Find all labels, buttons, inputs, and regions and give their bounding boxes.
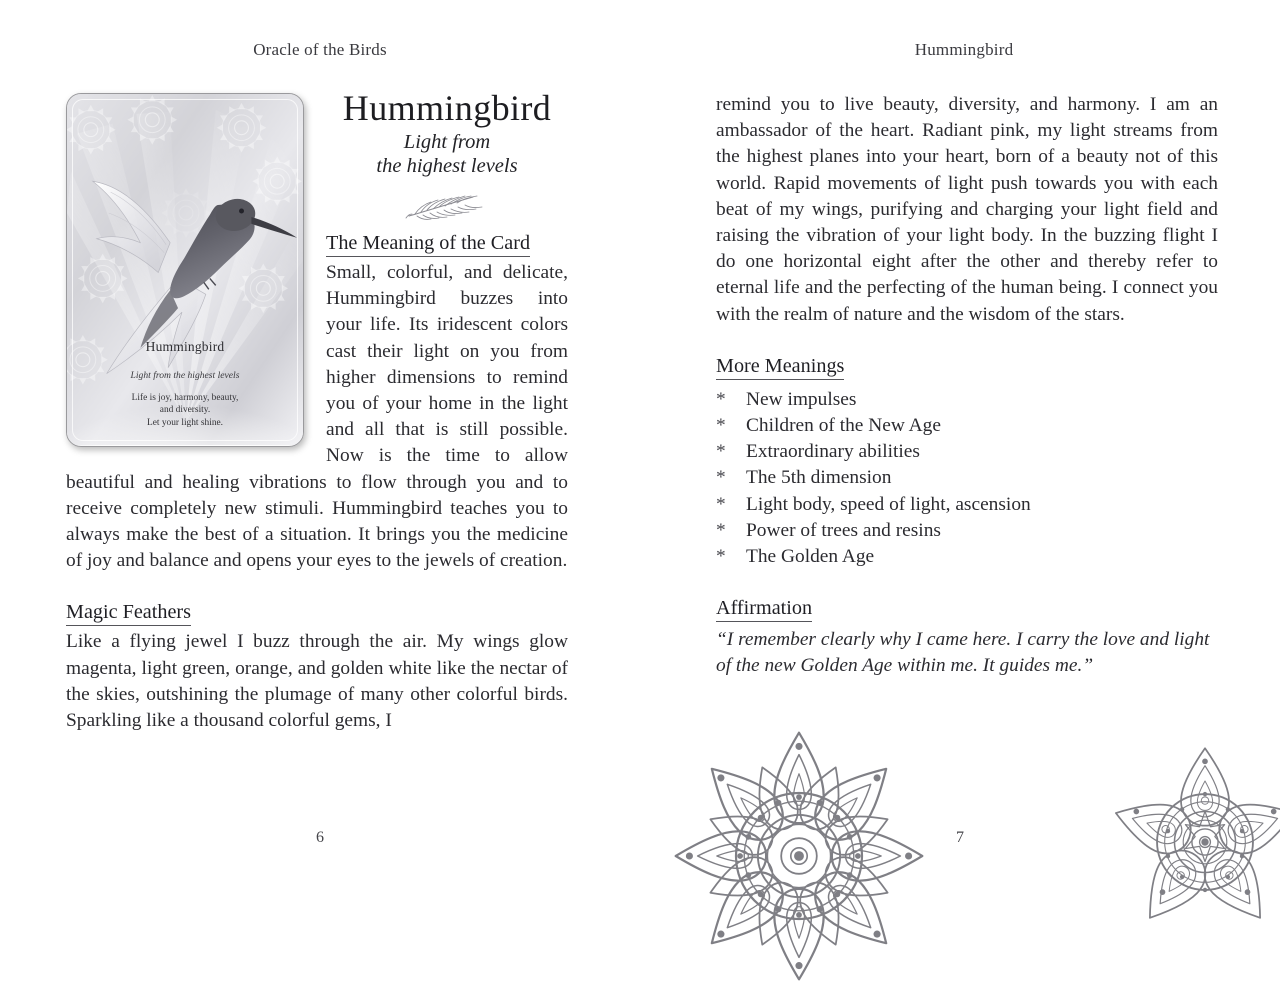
meaning-body-text: Small, colorful, and delicate, Hummingbird buzzes into your life. Its iridescent colors cast their light on you from higher dimensions to remind you of your home in the light and all that is still possible. Now is the time to allow beautiful and healing vibrations to flow through you and to receive completely new stimuli. Hummingbird teaches you to always make the best of a situation. It brings you the medicine of joy and balance and opens your eyes to the jewels of creation. [66,262,568,572]
card-subtitle: Light from the highest levels [130,369,240,381]
section-heading-meaning-of-the-card: The Meaning of the Card [326,231,530,257]
list-item-label: Children of the New Age [746,415,941,437]
chapter-subtitle-line-2: the highest levels [376,155,518,177]
list-item-label: The Golden Age [746,546,875,568]
bullet-asterisk-icon: * [716,441,726,463]
right-page [640,0,1280,889]
bullet-asterisk-icon: * [716,546,726,568]
card-line-3: Let your light shine. [146,417,224,428]
right-page-text-column [716,92,1218,680]
list-item [716,492,1218,518]
more-meanings-section [716,354,1218,383]
section-heading-magic-feathers: Magic Feathers [66,600,191,626]
card-title: Hummingbird [145,339,225,355]
bullet-asterisk-icon: * [716,388,726,410]
list-item-label: Light body, speed of light, ascension [746,493,1031,515]
card-caption [67,334,303,429]
list-item [716,465,1218,491]
bullet-asterisk-icon: * [716,467,726,489]
continuation-body-text: remind you to live beauty, diversity, and harmony. I am an ambassador of the heart. Radiant pink, my light streams from the highest planes into your heart, born of a beauty not of this world. Rapid movements of light push towards you with each beat of my wings, purifying and charging your light field and raising the vibration of your light body. In the buzzing flight I do one horizontal eight after the other and thereby refer to eternal life and the perfecting of the human being. I connect you with the realm of nature and the wisdom of the stars. [716,94,1218,325]
page-number-left: 6 [316,829,324,846]
list-item-label: Power of trees and resins [746,519,941,541]
mandala-ornament-center [662,719,936,993]
list-item-label: New impulses [746,388,857,410]
running-head-right: Hummingbird [914,40,1014,59]
card-line-1: Life is joy, harmony, beauty, [131,392,239,403]
section-heading-affirmation: Affirmation [716,596,812,622]
bullet-asterisk-icon: * [716,493,726,515]
list-item [716,439,1218,465]
left-page-text-column [66,88,568,734]
bullet-asterisk-icon: * [716,519,726,541]
list-item-label: The 5th dimension [746,467,892,489]
magic-feathers-body-text: Like a flying jewel I buzz through the air. My wings glow magenta, light green, orange, and golden white like the nectar of the skies, outshining the plumage of many other colorful birds. Sparkling like a thousand colorful gems, I [66,631,568,732]
list-item [716,387,1218,413]
list-item [716,544,1218,570]
oracle-card-figure [66,93,304,447]
mandala-icon [662,719,936,993]
list-item [716,518,1218,544]
chapter-title: Hummingbird [342,88,552,128]
list-item [716,413,1218,439]
left-page [0,0,640,889]
magic-feathers-section [66,600,568,629]
oracle-card [66,93,304,447]
affirmation-body-text: “I remember clearly why I came here. I carry the love and light of the new Golden Age within me. It guides me.” [716,629,1210,677]
section-heading-more-meanings: More Meanings [716,354,844,380]
running-head-left: Oracle of the Birds [253,40,387,59]
feather-icon [401,192,493,222]
page-number-right: 7 [956,829,964,846]
affirmation-section [716,596,1218,625]
card-line-2: and diversity. [159,405,211,416]
bullet-asterisk-icon: * [716,415,726,437]
chapter-subtitle-line-1: Light from [403,131,491,153]
more-meanings-list [716,387,1218,570]
list-item-label: Extraordinary abilities [746,441,920,463]
